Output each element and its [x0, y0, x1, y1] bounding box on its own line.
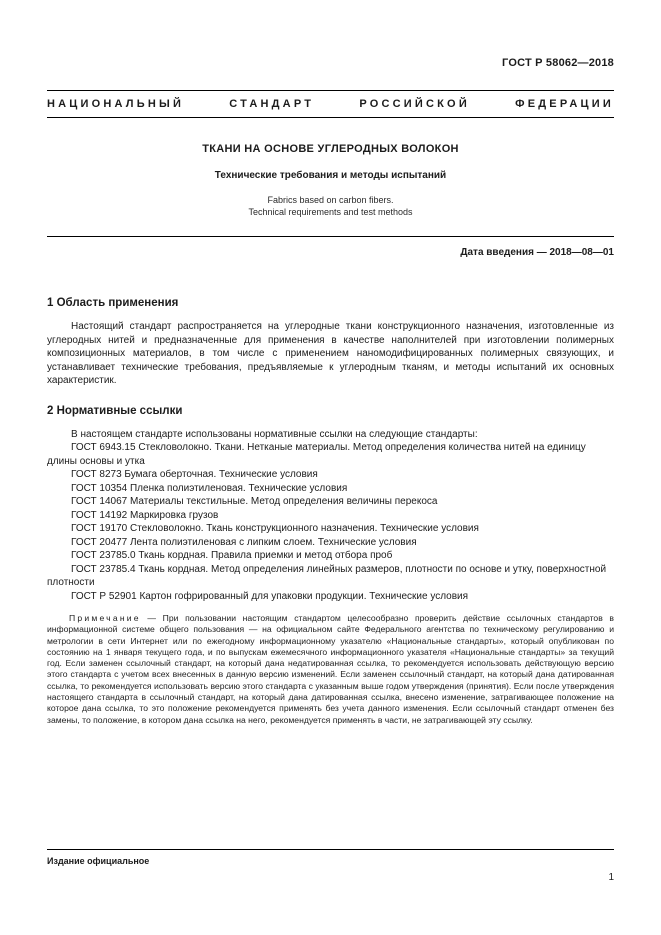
reference-item: ГОСТ 6943.15 Стекловолокно. Ткани. Нетканые материалы. Метод определения количества нитей на единицу длины основы и утка — [47, 442, 586, 467]
doc-number: ГОСТ Р 58062—2018 — [502, 57, 614, 69]
english-title-line1: Fabrics based on carbon fibers. — [267, 195, 394, 205]
references-intro: В настоящем стандарте использованы нормативные ссылки на следующие стандарты: — [71, 428, 478, 440]
reference-item: ГОСТ 10354 Пленка полиэтиленовая. Технические условия — [71, 482, 348, 494]
note-dash: — — [140, 613, 163, 623]
reference-item: ГОСТ 8273 Бумага оберточная. Технические условия — [71, 469, 318, 480]
footer — [47, 849, 614, 883]
note-text: При пользовании настоящим стандартом целесообразно проверить действие ссылочных стандартов в информационной системе общего пользования — на официальном сайте Федерального агентства по техническому регулированию и метрологии в сети Интернет или по ежегодному информационному указателю «Национальные стандарты», который опубликован по состоянию на 1 января текущего года, и по выпускам ежемесячного информационного указателя «Национальные стандарты» за текущий год. Если заменен ссылочный стандарт, на который дана недатированная ссылка, то рекомендуется использовать действующую версию этого стандарта с учетом всех внесенных в данную версию изменений. Если заменен ссылочный стандарт, на который дана датированная ссылка, то рекомендуется использовать версию этого стандарта с указанным выше годом утверждения (принятия). Если после утверждения настоящего стандарта в ссылочный стандарт, на который дана датированная ссылка, внесено изменение, затрагивающее положение на которое дана ссылка, то это положение рекомендуется применять без учета данного изменения. Если ссылочный стандарт отменен без замены, то положение, в котором дана ссылка на него, рекомендуется применять в части, не затрагивающей эту ссылку. — [47, 613, 614, 725]
federation-banner: НАЦИОНАЛЬНЫЙ СТАНДАРТ РОССИЙСКОЙ ФЕДЕРАЦИИ — [47, 98, 614, 110]
reference-item: ГОСТ 20477 Лента полиэтиленовая с липким слоем. Технические условия — [71, 536, 417, 548]
document-title: ТКАНИ НА ОСНОВЕ УГЛЕРОДНЫХ ВОЛОКОН — [202, 143, 459, 155]
references-note — [47, 613, 614, 726]
reference-item: ГОСТ Р 52901 Картон гофрированный для упаковки продукции. Технические условия — [71, 590, 469, 602]
top-divider — [47, 90, 614, 91]
reference-item: ГОСТ 14192 Маркировка грузов — [71, 509, 219, 521]
page-number: 1 — [608, 872, 614, 883]
reference-item: ГОСТ 14067 Материалы текстильные. Метод определения величины перекоса — [71, 496, 438, 507]
title-divider — [47, 236, 614, 237]
section-1-paragraph: Настоящий стандарт распространяется на углеродные ткани конструкционного назначения, изготовленные из углеродных нитей и предназначенные для применения в качестве наполнителей при изготовлении полимерных композиционных материалов, в том числе с применением наномодифицированных полимерных связующих, и устанавливает технические требования, предъявляемые к углеродным тканям, и методы испытаний их основных характеристик. — [47, 321, 614, 386]
introduction-date: Дата введения — 2018—08—01 — [460, 247, 614, 258]
references-list — [47, 441, 614, 603]
english-title — [47, 194, 614, 218]
reference-item: ГОСТ 23785.4 Ткань кордная. Метод определения линейных размеров, плотности по основе и утку, поверхностной плотности — [47, 563, 607, 588]
document-subtitle: Технические требования и методы испытаний — [214, 170, 447, 181]
banner-divider — [47, 117, 614, 118]
note-label: Примечание — [69, 613, 141, 623]
reference-item: ГОСТ 23785.0 Ткань кордная. Правила приемки и метод отбора проб — [71, 550, 393, 561]
edition-note: Издание официальное — [47, 856, 150, 866]
reference-item: ГОСТ 19170 Стекловолокно. Ткань конструкционного назначения. Технические условия — [71, 523, 479, 534]
section-1-heading: 1 Область применения — [47, 297, 179, 309]
english-title-line2: Technical requirements and test methods — [248, 207, 413, 217]
section-2-heading: 2 Нормативные ссылки — [47, 404, 183, 417]
